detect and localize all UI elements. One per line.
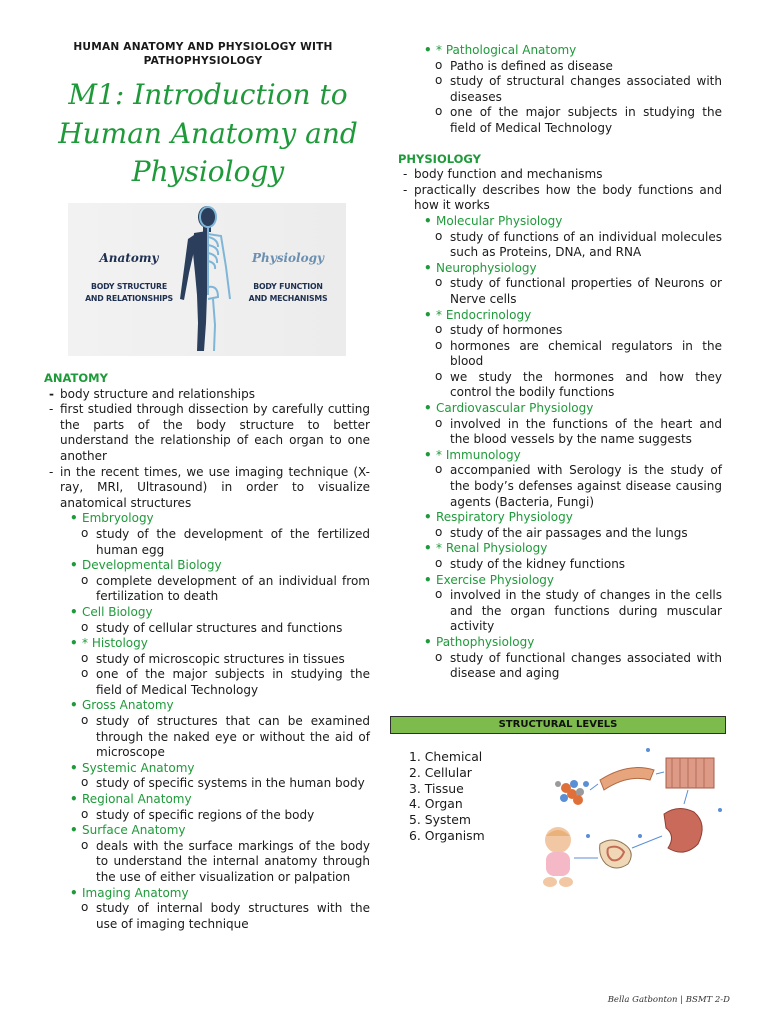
- structural-level-item: 2. Cellular: [409, 764, 472, 780]
- anatomy-item-histology: • * Histology: [44, 636, 370, 652]
- body-figure-illustration: [68, 203, 346, 356]
- anatomy-item-description: o one of the major subjects in studying the field of Medical Technology: [44, 667, 370, 698]
- physiology-item-description: o accompanied with Serology is the study of the body’s defenses against disease causing agents (Bacteria, Fungi): [398, 463, 722, 510]
- anatomy-point: - in the recent times, we use imaging technique (X-ray, MRI, Ultrasound) in order to visualize anatomical structures: [44, 465, 370, 512]
- structural-levels-heading: STRUCTURAL LEVELS: [390, 716, 726, 734]
- muscle-cell-shape: [600, 768, 654, 790]
- anatomy-item-description: o study of internal body structures with the use of imaging technique: [44, 901, 370, 932]
- footer-author: Bella Gatbonton | BSMT 2-D: [607, 995, 730, 1005]
- anatomy-caption-line1: BODY STRUCTURE: [90, 282, 167, 291]
- physiology-item-description: o involved in the functions of the heart and the blood vessels by the name suggests: [398, 417, 722, 448]
- anatomy-item-pathological-anatomy: • * Pathological Anatomy: [398, 43, 722, 59]
- structural-level-item: 3. Tissue: [409, 780, 464, 796]
- structural-levels-list: [395, 749, 485, 844]
- anatomy-point: - first studied through dissection by carefully cutting the parts of the body structure to better understand the relationship of each organ to one another: [44, 402, 370, 464]
- physiology-item-endocrinology: • * Endocrinology: [398, 308, 722, 324]
- anatomy-heading: ANATOMY: [44, 371, 108, 385]
- anatomy-item-surface-anatomy: • Surface Anatomy: [44, 823, 370, 839]
- structural-levels-illustration: [528, 740, 728, 900]
- anatomy-caption-line2: AND RELATIONSHIPS: [85, 294, 173, 303]
- anatomy-point: - body structure and relationships: [44, 387, 370, 403]
- anatomy-item-description: o study of cellular structures and functions: [44, 621, 370, 637]
- baby-organism-figure: [543, 827, 573, 887]
- anatomy-item-regional-anatomy: • Regional Anatomy: [44, 792, 370, 808]
- structural-level-item: 1. Chemical: [409, 749, 483, 764]
- anatomy-section: [44, 371, 370, 932]
- physiology-item-molecular: • Molecular Physiology: [398, 214, 722, 230]
- physiology-item-respiratory: • Respiratory Physiology: [398, 510, 722, 526]
- physiology-item-description: o study of the air passages and the lungs: [398, 526, 722, 542]
- anatomy-item-description: o complete development of an individual from fertilization to death: [44, 574, 370, 605]
- physiology-item-neurophysiology: • Neurophysiology: [398, 261, 722, 277]
- anatomy-item-gross-anatomy: • Gross Anatomy: [44, 698, 370, 714]
- structural-level-item: 5. System: [409, 812, 471, 828]
- anatomy-item-description: o one of the major subjects in studying the field of Medical Technology: [398, 105, 722, 136]
- anatomy-item-systemic-anatomy: • Systemic Anatomy: [44, 761, 370, 777]
- course-heading-line1: HUMAN ANATOMY AND PHYSIOLOGY WITH: [73, 41, 333, 53]
- module-title-line2: Human Anatomy and: [58, 116, 358, 150]
- physiology-item-description: o study of functions of an individual molecules such as Proteins, DNA, and RNA: [398, 230, 722, 261]
- anatomy-script-label: Anatomy: [99, 251, 159, 265]
- anatomy-item-description: o study of the development of the fertilized human egg: [44, 527, 370, 558]
- physiology-item-description: o study of hormones: [398, 323, 722, 339]
- physiology-point: - practically describes how the body functions and how it works: [398, 183, 722, 214]
- module-title-line3: Physiology: [131, 155, 285, 188]
- physiology-heading: PHYSIOLOGY: [398, 151, 481, 166]
- anatomy-item-imaging-anatomy: • Imaging Anatomy: [44, 886, 370, 902]
- physiology-item-description: o study of functional properties of Neurons or Nerve cells: [398, 276, 722, 307]
- physiology-point: - body function and mechanisms: [398, 167, 722, 183]
- anatomy-item-description: o study of specific systems in the human body: [44, 776, 370, 792]
- physiology-section: [398, 43, 722, 682]
- physiology-item-description: o we study the hormones and how they control the bodily functions: [398, 370, 722, 401]
- physiology-item-description: o study of the kidney functions: [398, 557, 722, 573]
- course-heading: [38, 40, 368, 68]
- physiology-caption-line2: AND MECHANISMS: [248, 294, 328, 303]
- physiology-item-cardiovascular: • Cardiovascular Physiology: [398, 401, 722, 417]
- anatomy-item-description: o study of specific regions of the body: [44, 808, 370, 824]
- anatomy-item-description: o study of structures that can be examined through the naked eye or without the aid of microscope: [44, 714, 370, 761]
- physiology-caption-line1: BODY FUNCTION: [253, 282, 323, 291]
- molecule-cluster: [555, 780, 589, 805]
- physiology-item-description: o study of functional changes associated with disease and aging: [398, 651, 722, 682]
- anatomy-item-cell-biology: • Cell Biology: [44, 605, 370, 621]
- muscle-tissue-block: [666, 758, 714, 788]
- digestive-system-sketch: [600, 840, 632, 868]
- physiology-item-description: o involved in the study of changes in the cells and the organ functions during muscular activity: [398, 588, 722, 635]
- course-heading-line2: PATHOPHYSIOLOGY: [143, 55, 263, 67]
- physiology-item-renal: • * Renal Physiology: [398, 541, 722, 557]
- module-title-line1: M1: Introduction to: [68, 78, 348, 111]
- physiology-item-description: o hormones are chemical regulators in the blood: [398, 339, 722, 370]
- physiology-item-exercise: • Exercise Physiology: [398, 573, 722, 589]
- anatomy-item-description: o study of microscopic structures in tissues: [44, 652, 370, 668]
- module-title: [48, 76, 368, 192]
- anatomy-item-developmental-biology: • Developmental Biology: [44, 558, 370, 574]
- structural-level-item: 4. Organ: [409, 796, 463, 812]
- stomach-organ-shape: [664, 808, 702, 852]
- anatomy-item-description: o Patho is defined as disease: [398, 59, 722, 75]
- physiology-item-pathophysiology: • Pathophysiology: [398, 635, 722, 651]
- physiology-script-label: Physiology: [252, 251, 324, 265]
- anatomy-item-description: o study of structural changes associated with diseases: [398, 74, 722, 105]
- anatomy-physiology-image: [68, 203, 346, 356]
- anatomy-item-description: o deals with the surface markings of the body to understand the internal anatomy through the use of either visualization or palpation: [44, 839, 370, 886]
- anatomy-item-embryology: • Embryology: [44, 511, 370, 527]
- physiology-item-immunology: • * Immunology: [398, 448, 722, 464]
- structural-level-item: 6. Organism: [409, 827, 485, 843]
